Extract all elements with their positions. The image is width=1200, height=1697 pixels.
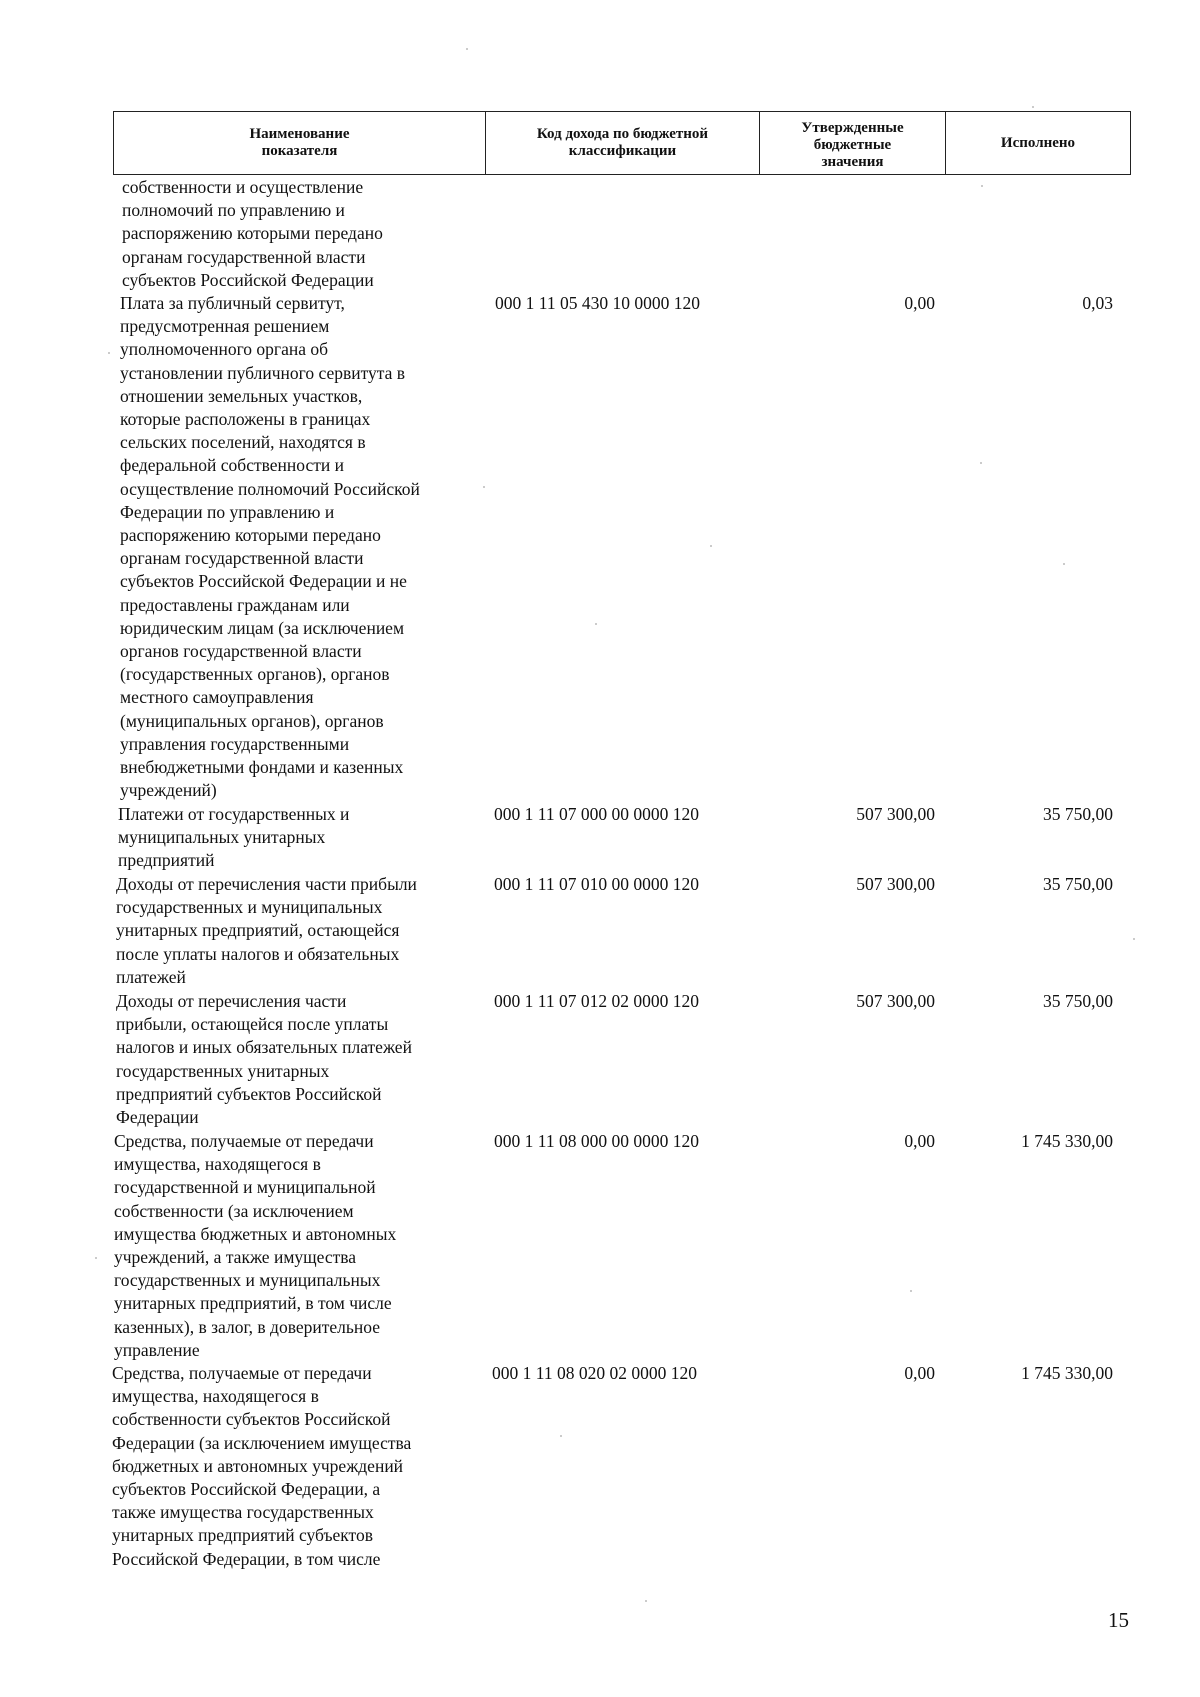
row-code: 000 1 11 08 000 00 0000 120 <box>494 1131 699 1151</box>
row-executed: 35 750,00 <box>1043 991 1113 1011</box>
header-code-label: Код дохода по бюджетной классификации <box>536 126 709 159</box>
scan-speck <box>910 1290 912 1292</box>
scan-speck <box>1133 938 1135 940</box>
header-cell-executed <box>946 112 1131 175</box>
scan-speck <box>108 352 110 354</box>
row-executed: 35 750,00 <box>1043 804 1113 824</box>
page-number: 15 <box>1108 1608 1129 1632</box>
row-approved: 0,00 <box>904 293 935 313</box>
row-approved: 0,00 <box>904 1363 935 1383</box>
scan-speck <box>1032 106 1034 108</box>
row-name: Плата за публичный сервитут, предусмотренная решением уполномоченного органа об установлении публичного сервитута в отношении земельных участков, которые расположены в границах сельских поселений, находятся в федеральной собственности и осуществление полномочий Российской Федерации по управлению и распоряжению которыми передано органам государственной власти субъектов Российской Федерации и не предоставлены гражданам или юридическим лицам (за исключением органов государственной власти (государственных органов), органов местного самоуправления (муниципальных органов), органов управления государственными внебюджетными фондами и казенных учреждений) <box>120 293 420 801</box>
header-approved-label: Утвержденные бюджетные значения <box>801 119 904 170</box>
row-approved: 507 300,00 <box>856 874 935 894</box>
header-name-label: Наименование показателя <box>249 126 350 159</box>
row-approved: 0,00 <box>904 1131 935 1151</box>
scan-speck <box>95 1257 97 1259</box>
scan-speck <box>466 48 468 50</box>
row-name: Доходы от перечисления части прибыли государственных и муниципальных унитарных предприятий, остающейся после уплаты налогов и обязательных платежей <box>116 874 417 987</box>
scan-speck <box>595 623 597 625</box>
row-approved: 507 300,00 <box>856 991 935 1011</box>
row-name: Доходы от перечисления части прибыли, остающейся после уплаты налогов и иных обязательных платежей государственных унитарных предприятий субъектов Российской Федерации <box>116 991 412 1128</box>
row-name: собственности и осуществление полномочий по управлению и распоряжению которыми передано органам государственной власти субъектов Российской Федерации <box>122 177 383 290</box>
row-code: 000 1 11 05 430 10 0000 120 <box>495 293 700 313</box>
row-code: 000 1 11 07 000 00 0000 120 <box>494 804 699 824</box>
header-executed-label: Исполнено <box>1000 134 1076 151</box>
scan-speck <box>645 1600 647 1602</box>
scan-speck <box>980 462 982 464</box>
row-code: 000 1 11 07 010 00 0000 120 <box>494 874 699 894</box>
row-code: 000 1 11 08 020 02 0000 120 <box>492 1363 697 1383</box>
row-executed: 35 750,00 <box>1043 874 1113 894</box>
row-approved: 507 300,00 <box>856 804 935 824</box>
row-name: Платежи от государственных и муниципальных унитарных предприятий <box>118 804 350 871</box>
row-executed: 1 745 330,00 <box>1021 1363 1113 1383</box>
row-executed: 1 745 330,00 <box>1021 1131 1113 1151</box>
row-name: Средства, получаемые от передачи имущества, находящегося в государственной и муниципальной собственности (за исключением имущества бюджетных и автономных учреждений, а также имущества государственных и муниципальных унитарных предприятий, в том числе казенных), в залог, в доверительное управление <box>114 1131 397 1360</box>
scan-speck <box>1063 563 1065 565</box>
header-cell-code <box>486 112 760 175</box>
scan-speck <box>483 486 485 488</box>
row-name: Средства, получаемые от передачи имущества, находящегося в собственности субъектов Российской Федерации (за исключением имущества бюджетных и автономных учреждений субъектов Российской Федерации, а также имущества государственных унитарных предприятий субъектов Российской Федерации, в том числе <box>112 1363 412 1569</box>
table-header <box>113 111 1131 175</box>
scan-speck <box>560 1435 562 1437</box>
row-code: 000 1 11 07 012 02 0000 120 <box>494 991 699 1011</box>
scan-speck <box>981 185 983 187</box>
scan-speck <box>710 545 712 547</box>
row-executed: 0,03 <box>1082 293 1113 313</box>
header-cell-name <box>114 112 486 175</box>
header-cell-approved <box>760 112 946 175</box>
